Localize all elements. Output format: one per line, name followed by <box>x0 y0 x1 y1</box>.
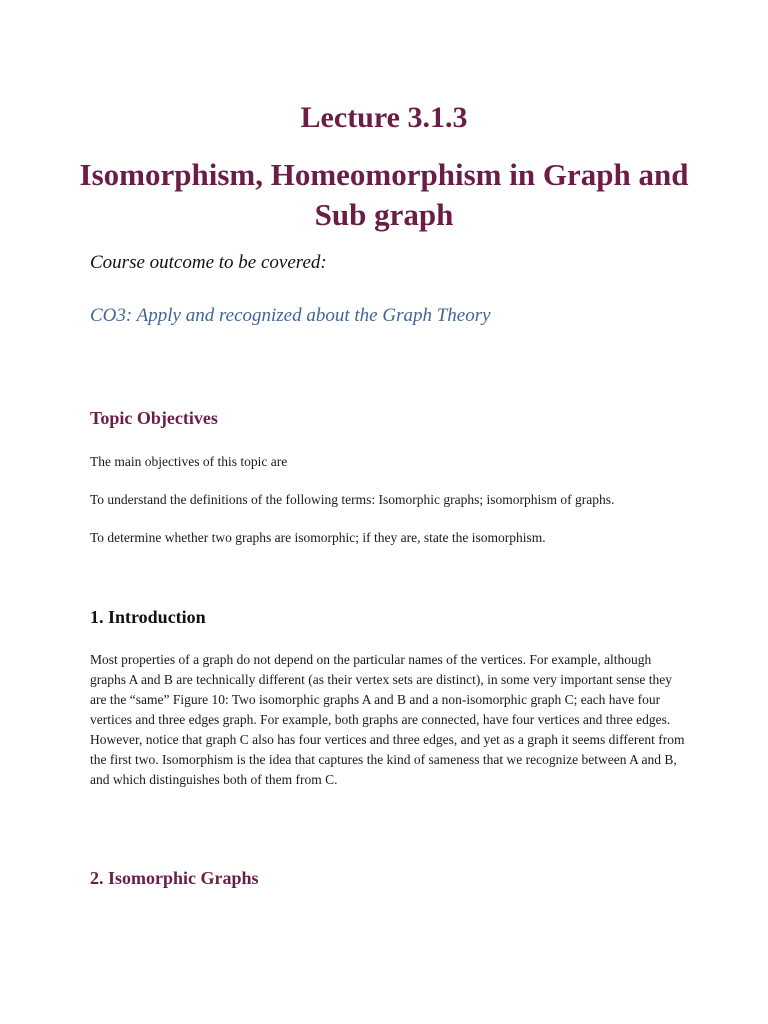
lecture-number: Lecture 3.1.3 <box>300 101 468 134</box>
isomorphic-graphs-heading: 2. Isomorphic Graphs <box>90 868 259 888</box>
topic-objectives-heading: Topic Objectives <box>90 408 218 428</box>
course-outcome-label: Course outcome to be covered: <box>90 252 327 273</box>
objective-item-1: To understand the definitions of the following terms: Isomorphic graphs; isomorphism of graphs. <box>90 492 615 507</box>
course-outcome-co3: CO3: Apply and recognized about the Graph Theory <box>90 305 491 326</box>
introduction-paragraph: Most properties of a graph do not depend on the particular names of the vertices. For example, although graphs A and B are technically different (as their vertex sets are distinct), in some very important sense they are the “same” Figure 10: Two isomorphic graphs A and B and a non-isomorphic graph C; each have four vertices and three edges graph. For example, both graphs are connected, have four vertices and three edges. However, notice that graph C also has four vertices and three edges, and yet as a graph it seems different from the first two. Isomorphism is the idea that captures the kind of sameness that we recognize between A and B, and which distinguishes both of them from C. <box>90 652 685 787</box>
page-title: Isomorphism, Homeomorphism in Graph and Sub graph <box>79 157 689 232</box>
objectives-intro: The main objectives of this topic are <box>90 454 288 469</box>
objective-item-2: To determine whether two graphs are isomorphic; if they are, state the isomorphism. <box>90 530 546 545</box>
introduction-heading: 1. Introduction <box>90 607 206 627</box>
